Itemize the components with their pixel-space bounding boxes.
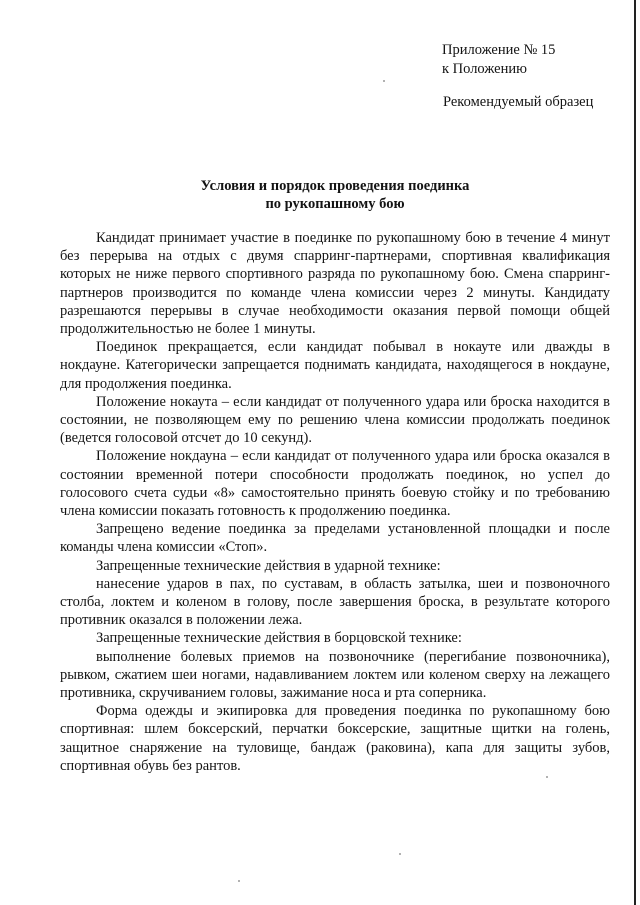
- title-line-1: Условия и порядок проведения поединка: [200, 178, 470, 194]
- appendix-header: [442, 41, 632, 79]
- paragraph-knockout: Положение нокаута – если кандидат от полученного удара или броска находится в состоянии, не позволяющем ему по решению члена комиссии продолжать поединок (ведется голосовой отсчет до 10 секунд).: [60, 393, 610, 447]
- paragraph-grappling-list: выполнение болевых приемов на позвоночнике (перегибание позвоночника), рывком, сжатием шеи ногами, надавливанием локтем или коленом сверху на лежащего противника, скручиванием головы, зажимание носа и рта соперника.: [60, 648, 610, 702]
- document-body: [60, 229, 610, 775]
- scan-speck: [399, 853, 401, 855]
- paragraph-striking-list: нанесение ударов в пах, по суставам, в область затылка, шеи и позвоночного столба, локтем и коленом в голову, после завершения броска, в результате которого противник оказался в положении лежа.: [60, 575, 610, 629]
- recommended-sample-label: Рекомендуемый образец: [443, 94, 594, 110]
- paragraph-grappling-heading: Запрещенные технические действия в борцовской технике:: [96, 630, 462, 647]
- scan-speck: [383, 80, 385, 82]
- paragraph-equipment: Форма одежды и экипировка для проведения поединка по рукопашному бою спортивная: шлем боксерский, перчатки боксерские, защитные щитки на голень, защитное снаряжение на туловище, бандаж (раковина), капа для защиты зубов, спортивная обувь без рантов.: [60, 703, 610, 774]
- appendix-number: Приложение № 15: [442, 42, 556, 58]
- paragraph-knockdown: Положение нокдауна – если кандидат от полученного удара или броска оказался в состоянии временной потери способности продолжать поединок, но успел до голосового счета судьи «8» самостоятельно принять боевую стойку и по требованию члена комиссии показать готовность к продолжению поединка.: [60, 448, 610, 520]
- scan-speck: [238, 880, 240, 882]
- paragraph-participation: Кандидат принимает участие в поединке по рукопашному бою в течение 4 минут без перерыва на отдых с двумя спарринг-партнерами, спортивная квалификация которых не ниже первого спортивного разряда по рукопашному бою. Смена спарринг-партнеров производится по команде члена комиссии через 2 минуты. Кандидату разрешаются перерывы в случае необходимости оказания первой помощи общей продолжительностью не более 1 минуты.: [60, 230, 610, 338]
- document-title: [60, 177, 610, 213]
- paragraph-striking-heading: Запрещенные технические действия в ударной технике:: [96, 557, 441, 574]
- scan-speck: [546, 776, 548, 778]
- appendix-reference: к Положению: [442, 61, 527, 77]
- title-line-2: по рукопашному бою: [265, 196, 405, 212]
- paragraph-termination: Поединок прекращается, если кандидат побывал в нокауте или дважды в нокдауне. Категорически запрещается поднимать кандидата, находящегося в нокдауне, для продолжения поединка.: [60, 339, 610, 392]
- paragraph-area-rule: Запрещено ведение поединка за пределами установленной площадки и после команды члена комиссии «Стоп».: [60, 521, 610, 556]
